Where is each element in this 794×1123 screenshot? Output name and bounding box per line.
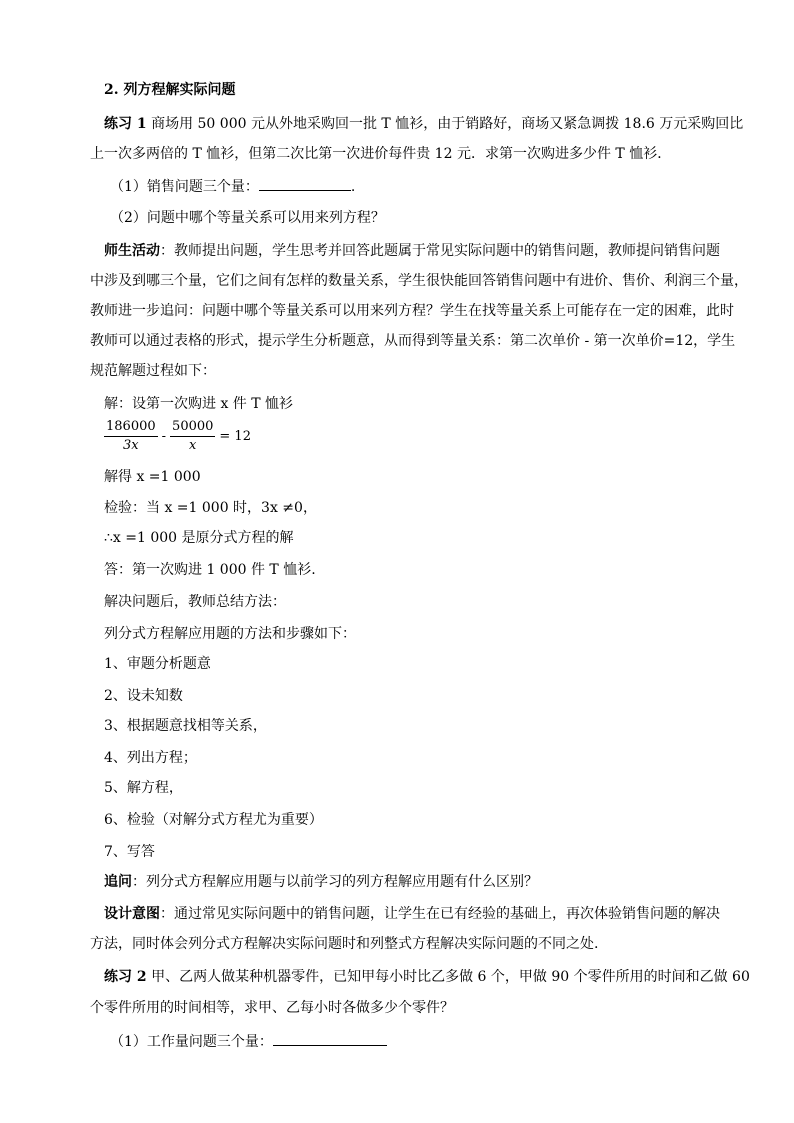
activity-line-5: 规范解题过程如下： (90, 363, 216, 379)
method-title: 列分式方程解应用题的方法和步骤如下： (104, 626, 356, 642)
answer-blank-2[interactable] (273, 1031, 387, 1046)
activity-text-1: ：教师提出问题，学生思考并回答此题属于常见实际问题中的销售问题，教师提问销售问题 (160, 243, 720, 259)
design-line-2: 方法，同时体会列分式方程解决实际问题时和列整式方程解决实际问题的不同之处. (90, 936, 599, 952)
solution-solve: 解得 x =1 000 (104, 469, 201, 485)
solution-set: 解：设第一次购进 x 件 T 恤衫 (104, 396, 294, 412)
section-title: 2. 列方程解实际问题 (104, 82, 236, 98)
exercise-1-text-1: 商场用 50 000 元从外地采购回一批 T 恤衫，由于销路好，商场又紧急调拨 18.6 万元采购回比 (151, 116, 744, 132)
followup-line (104, 872, 538, 892)
followup-label: 追问 (104, 874, 132, 890)
exercise-2-text-1: 甲、乙两人做某种机器零件，已知甲每小时比乙多做 6 个，甲做 90 个零件所用的时间和乙做 60 (151, 969, 750, 985)
step-item: 4、列出方程； (104, 750, 197, 766)
fraction-1-denominator: 3x (104, 436, 158, 455)
activity-line-2: 中涉及到哪三个量，它们之间有怎样的数量关系，学生很快能回答销售问题中有进价、售价、利润三个量， (90, 273, 748, 289)
step-item: 5、解方程， (104, 780, 183, 796)
exercise-1-question-2: （2）问题中哪个等量关系可以用来列方程？ (110, 210, 385, 226)
equation-rhs: = 12 (219, 429, 251, 444)
fraction-2 (170, 418, 215, 455)
solution-conclude: ∴x =1 000 是原分式方程的解 (104, 530, 294, 546)
exercise-1-line-2: 上一次多两倍的 T 恤衫，但第二次比第一次进价每件贵 12 元．求第一次购进多少件 T 恤衫． (90, 146, 672, 162)
fraction-2-denominator: x (170, 436, 215, 455)
activity-line-1 (104, 241, 720, 261)
summary-intro: 解决问题后，教师总结方法： (104, 594, 286, 610)
fraction-1-numerator: 186000 (106, 419, 156, 434)
fraction-2-numerator: 50000 (172, 419, 214, 434)
step-item: 3、根据题意找相等关系， (104, 718, 267, 734)
exercise-2-line-2: 个零件所用的时间相等，求甲、乙每小时各做多少个零件？ (90, 1000, 454, 1016)
question-1-text: （1）销售问题三个量： (110, 179, 259, 195)
question-1-end: . (350, 179, 356, 195)
answer-blank-1[interactable] (259, 176, 351, 191)
solution-answer: 答：第一次购进 1 000 件 T 恤衫. (104, 562, 316, 578)
exercise-1-line-1 (104, 114, 743, 134)
question-2-1-text: （1）工作量问题三个量： (110, 1034, 273, 1050)
design-line-1 (104, 904, 720, 924)
exercise-2-line-1 (104, 967, 750, 987)
design-label: 设计意图 (104, 906, 160, 922)
activity-label: 师生活动 (104, 243, 160, 259)
exercise-2-label: 练习 2 (104, 969, 147, 985)
step-item: 7、写答 (104, 844, 155, 860)
step-item: 2、设未知数 (104, 688, 183, 704)
exercise-1-question-1 (110, 176, 355, 197)
followup-text: ：列分式方程解应用题与以前学习的列方程解应用题有什么区别？ (132, 874, 538, 890)
solution-check: 检验：当 x =1 000 时，3x ≠0， (104, 500, 317, 516)
minus-sign: - (161, 429, 167, 444)
activity-line-4: 教师可以通过表格的形式，提示学生分析题意，从而得到等量关系：第二次单价 - 第一次单价=12，学生 (90, 333, 736, 349)
activity-line-3: 教师进一步追问：问题中哪个等量关系可以用来列方程？学生在找等量关系上可能存在一定的困难，此时 (90, 303, 734, 319)
step-item: 1、审题分析题意 (104, 656, 211, 672)
exercise-1-label: 练习 1 (104, 116, 147, 132)
exercise-2-question-1 (110, 1031, 387, 1052)
step-item: 6、检验（对解分式方程尤为重要） (104, 812, 323, 828)
design-text-1: ：通过常见实际问题中的销售问题，让学生在已有经验的基础上，再次体验销售问题的解决 (160, 906, 720, 922)
equation (104, 418, 255, 462)
fraction-1 (104, 418, 158, 455)
